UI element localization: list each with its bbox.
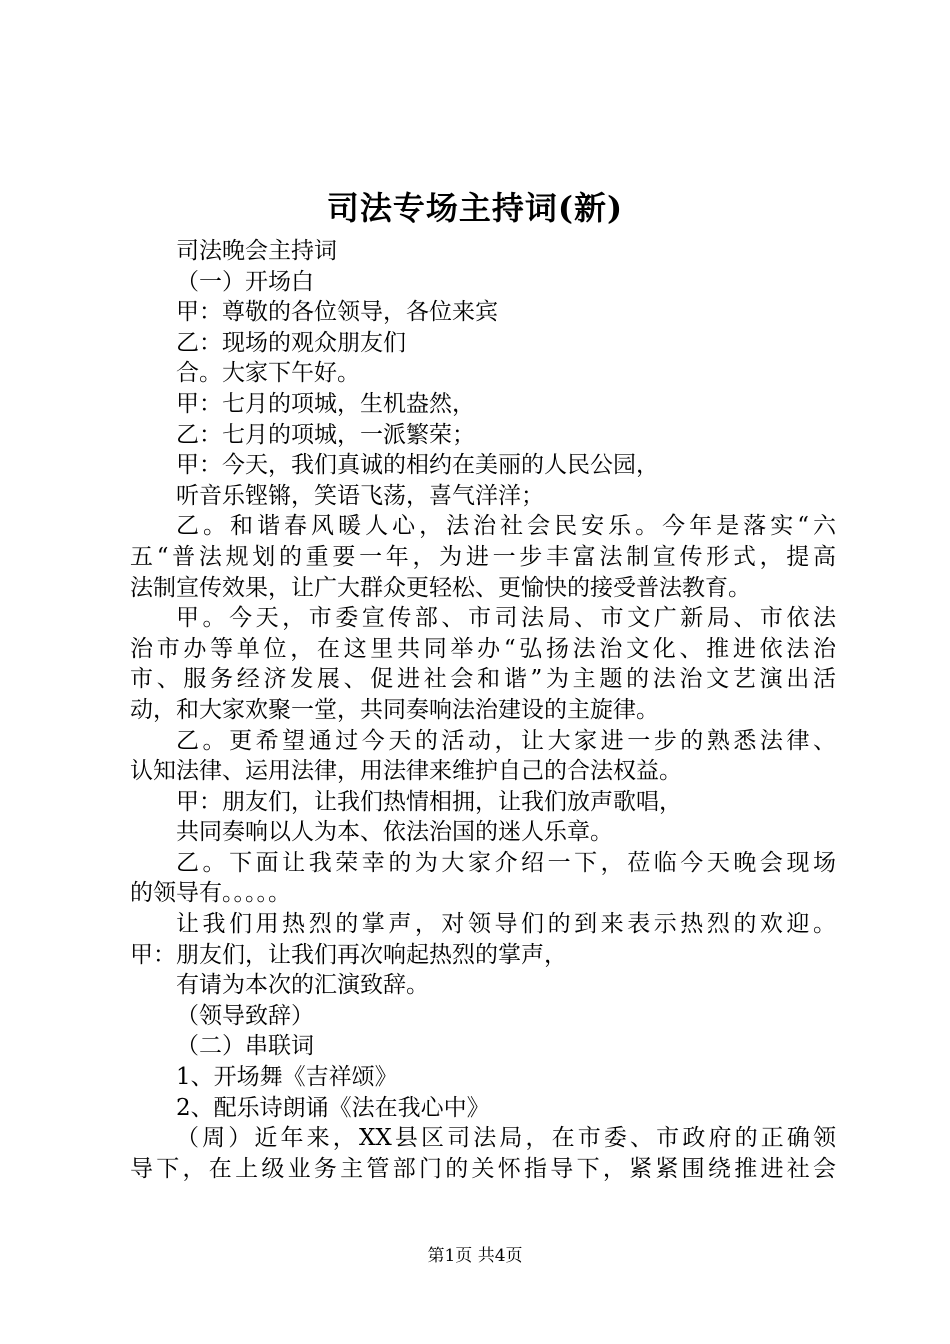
text-line: 乙：现场的观众朋友们 (176, 329, 406, 356)
text-line: 认知法律、运用法律，用法律来维护自己的合法权益。 (130, 758, 682, 785)
text-line: 有请为本次的汇演致辞。 (176, 972, 429, 999)
text-line: 2、配乐诗朗诵《法在我心中》 (176, 1094, 490, 1121)
text-line: 市、服务经济发展、促进社会和谐”为主题的法治文艺演出活 (130, 666, 836, 693)
text-line: 法制宣传效果，让广大群众更轻松、更愉快的接受普法教育。 (130, 574, 751, 601)
text-line: 甲：朋友们，让我们再次响起热烈的掌声， (130, 941, 567, 968)
text-line: 甲：尊敬的各位领导，各位来宾 (176, 299, 498, 326)
page-number-footer: 第1页 共4页 (427, 1246, 523, 1266)
text-line: 1、开场舞《吉祥颂》 (176, 1064, 398, 1091)
text-line: 治市办等单位，在这里共同举办“弘扬法治文化、推进依法治 (130, 635, 836, 662)
text-line: 的领导有。。。。。 (130, 880, 291, 907)
text-line: 导下，在上级业务主管部门的关怀指导下，紧紧围绕推进社会 (130, 1155, 836, 1182)
text-line: 听音乐铿锵，笑语飞荡，喜气洋洋； (176, 482, 544, 509)
text-line: （二）串联词 (176, 1033, 314, 1060)
text-line: 甲：今天，我们真诚的相约在美丽的人民公园， (176, 452, 659, 479)
document-body (130, 236, 836, 1184)
text-line: 乙。和谐春风暖人心，法治社会民安乐。今年是落实“六 (176, 513, 836, 540)
text-line: 司法晚会主持词 (176, 238, 337, 264)
text-line: （一）开场白 (176, 268, 314, 295)
text-line: 甲：七月的项城，生机盎然， (176, 390, 475, 417)
text-line: 让我们用热烈的掌声，对领导们的到来表示热烈的欢迎。 (176, 911, 836, 938)
document-title: 司法专场主持词(新) (326, 189, 624, 227)
text-line: 甲。今天，市委宣传部、市司法局、市文广新局、市依法 (176, 605, 836, 632)
text-line: （周）近年来，XX县区司法局，在市委、市政府的正确领 (176, 1125, 836, 1152)
text-line: 乙：七月的项城，一派繁荣； (176, 421, 475, 448)
text-line: 乙。下面让我荣幸的为大家介绍一下，莅临今天晚会现场 (176, 849, 836, 876)
text-line: 动，和大家欢聚一堂，共同奏响法治建设的主旋律。 (130, 696, 659, 723)
text-line: （领导致辞） (176, 1002, 314, 1029)
text-line: 乙。更希望通过今天的活动，让大家进一步的熟悉法律、 (176, 727, 836, 754)
text-line: 合。大家下午好。 (176, 360, 360, 387)
text-line: 甲：朋友们，让我们热情相拥，让我们放声歌唱， (176, 788, 682, 815)
text-line: 五“普法规划的重要一年，为进一步丰富法制宣传形式，提高 (130, 543, 836, 570)
text-line: 共同奏响以人为本、依法治国的迷人乐章。 (176, 819, 613, 846)
